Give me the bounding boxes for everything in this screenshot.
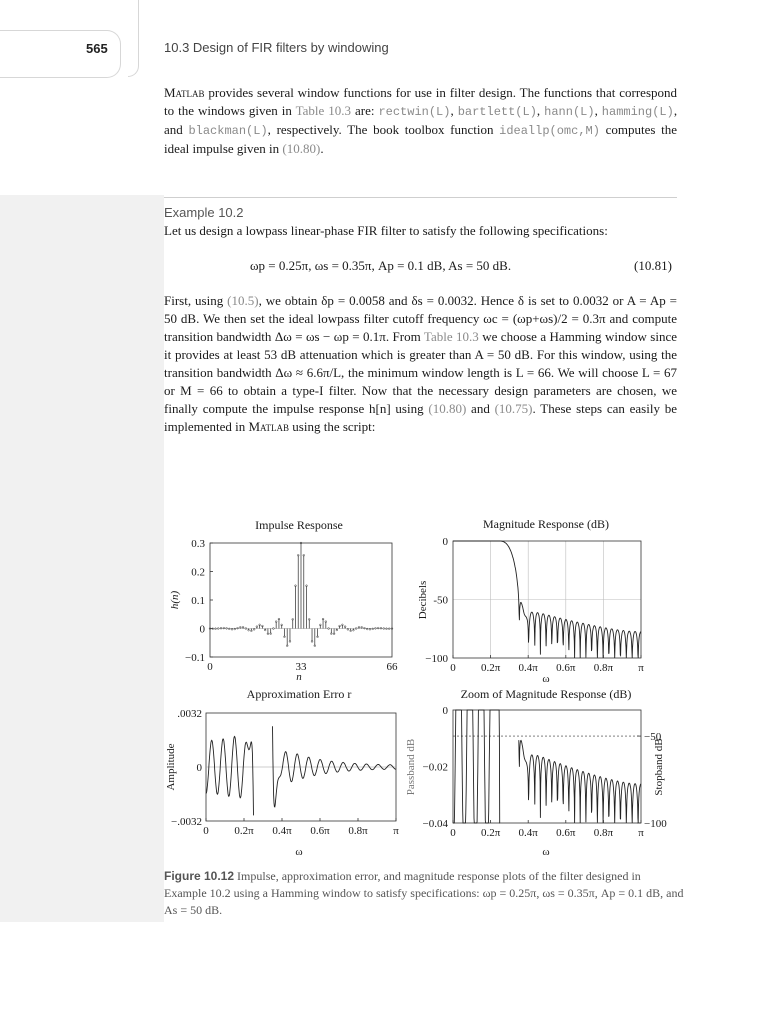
zoom-y2-tick-label: −100 [644, 818, 667, 830]
zoom-xlabel: ω [542, 846, 550, 858]
impulse-stem-marker [220, 627, 222, 629]
impulse-x-tick-label: 33 [295, 661, 307, 673]
impulse-y-tick-label: 0.3 [191, 538, 205, 550]
caption-text: Impulse, approximation error, and magnitude response plots of the filter designed in Example 10.2 using a Hamming window to satisfy specifications: ωp = 0.25π, ωs = 0.35π, Ap = 0.1 dB, and As = 50 dB. [164, 869, 684, 917]
magnitude-x-tick-label: π [638, 662, 644, 674]
example-divider [164, 197, 677, 198]
error-passband-curve [206, 736, 254, 815]
example-text: using the script: [289, 419, 376, 434]
zoom-magnitude-panel [405, 687, 667, 858]
example-text: and [466, 401, 495, 416]
impulse-y-tick-label: 0.1 [191, 595, 205, 607]
error-xlabel: ω [295, 846, 303, 858]
example-intro: Let us design a lowpass linear-phase FIR filter to satisfy the following specifications: [164, 223, 608, 238]
magnitude-x-tick-label: 0 [450, 662, 456, 674]
example-body [164, 292, 677, 436]
impulse-response-panel [169, 518, 398, 683]
error-x-tick-label: 0.2π [234, 825, 254, 837]
error-y-tick-label: 0 [196, 762, 202, 774]
page-corner-decoration [128, 0, 139, 77]
code-ideallp: ideallp(omc,M) [499, 124, 600, 138]
magnitude-title: Magnitude Response (dB) [483, 517, 609, 531]
figure-label: Figure 10.12 [164, 869, 235, 883]
error-stopband-curve [273, 726, 397, 807]
error-x-tick-label: π [393, 825, 399, 837]
equation-number: (10.81) [634, 258, 672, 273]
page-number: 565 [86, 41, 108, 56]
zoom-y-tick-label: −0.04 [422, 818, 448, 830]
intro-text: are: [351, 103, 379, 118]
example-margin-band [0, 195, 164, 922]
code-hamming: hamming(L) [601, 105, 674, 119]
intro-text: provides several window functions for use in filter design. The functions that correspond to the windows given in [164, 85, 678, 118]
zoom-x-tick-label: 0.6π [556, 827, 576, 839]
table-link[interactable]: Table 10.3 [295, 103, 351, 118]
impulse-y-tick-label: 0.2 [191, 566, 205, 579]
code-hann: hann(L) [544, 105, 595, 119]
example-title: Example 10.2 [164, 205, 244, 220]
zoom-y-tick-label: −0.02 [422, 761, 448, 774]
error-x-tick-label: 0.6π [310, 825, 330, 837]
matlab-word: Matlab [248, 419, 290, 434]
example-text: First, using [164, 293, 228, 308]
impulse-stem-marker [237, 627, 239, 629]
impulse-x-tick-label: 66 [386, 661, 398, 673]
zoom-x-tick-label: 0.2π [480, 827, 501, 839]
impulse-title: Impulse Response [255, 518, 343, 532]
magnitude-x-tick-label: 0.6π [556, 662, 576, 674]
error-plot-area [171, 708, 399, 837]
magnitude-response-panel [417, 517, 644, 685]
impulse-xlabel: n [296, 671, 302, 683]
example-text: we choose a Hamming window since it provides at least 53 dB attenuation which is greater than A = 50 dB. For this window, using the transition bandwidth Δω ≈ 6.6π/L, the minimum window length is L = 66. We will choose L = 67 or M = 66 to obtain a type-I filter. Now that the necessary design parameters are chosen, we finally compute the impulse response h[n] using [164, 329, 677, 416]
zoom-stopband-curve [519, 740, 641, 823]
figure-caption [164, 868, 684, 919]
error-title: Approximation Erro r [246, 687, 352, 701]
intro-paragraph: Matlab provides several window functions for use in filter design. The functions that correspond to the windows given in Table 10.3 are: rectwin(L), bartlett(L), hann(L), hamming(L), and blackman(L), respectively. The book toolbox function ideallp(omc,M) computes the ideal impulse given in (10.80). [164, 85, 678, 156]
magnitude-y-tick-label: -50 [433, 594, 448, 607]
magnitude-y-tick-label: −100 [425, 653, 448, 665]
matlab-word: Matlab [164, 85, 205, 100]
magnitude-x-tick-label: 0.2π [480, 662, 501, 674]
zoom-x-tick-label: 0.8π [593, 827, 614, 839]
zoom-ylabel: Passband dB [405, 738, 417, 796]
zoom-plot-area [423, 705, 668, 839]
intro-text: , respectively. The book toolbox function [267, 122, 500, 137]
example-text: . These steps can easily be implemented in [164, 401, 677, 434]
magnitude-x-tick-label: 0.8π [593, 662, 614, 674]
impulse-plot-area [185, 538, 398, 673]
zoom-y2label: Stopband dB [653, 738, 665, 796]
code-bartlett: bartlett(L) [457, 105, 537, 119]
impulse-stem-marker [380, 627, 382, 629]
equation-link[interactable]: (10.80) [428, 401, 467, 416]
zoom-y-tick-label: 0 [442, 705, 448, 717]
zoom-passband-curve [453, 710, 500, 823]
intro-text: , and [164, 103, 678, 137]
magnitude-y-tick-label: 0 [442, 536, 448, 548]
zoom-x-tick-label: 0 [450, 827, 456, 839]
magnitude-ylabel: Decibels [417, 580, 429, 620]
intro-text: computes the ideal impulse given in [164, 122, 677, 156]
error-ylabel: Amplitude [165, 743, 177, 791]
running-head: 10.3 Design of FIR filters by windowing [164, 40, 389, 55]
impulse-x-tick-label: 0 [207, 661, 213, 673]
magnitude-x-tick-label: 0.4π [518, 662, 538, 674]
zoom-x-tick-label: 0.4π [518, 827, 538, 839]
code-blackman: blackman(L) [188, 124, 268, 138]
zoom-x-tick-label: π [638, 827, 644, 839]
intro-text: . [320, 141, 324, 156]
error-x-tick-label: 0.8π [348, 825, 368, 837]
error-x-tick-label: 0.4π [272, 825, 292, 837]
error-y-tick-label: −.0032 [171, 816, 202, 828]
magnitude-xlabel: ω [542, 673, 550, 685]
error-x-tick-label: 0 [203, 825, 209, 837]
impulse-ylabel: h(n) [169, 590, 181, 610]
figure-10-12 [160, 510, 670, 860]
equation-link[interactable]: (10.75) [494, 401, 533, 416]
equation-link[interactable]: (10.80) [282, 141, 321, 156]
error-y-tick-label: .0032 [177, 708, 202, 720]
impulse-stem-marker [364, 627, 366, 629]
approximation-error-panel [165, 687, 399, 858]
equation-link[interactable]: (10.5) [227, 293, 259, 308]
impulse-y-tick-label: −0.1 [185, 652, 205, 664]
spec-equation: ωp = 0.25π, ωs = 0.35π, Ap = 0.1 dB, As = 50 dB. [250, 258, 512, 273]
impulse-y-tick-label: 0 [199, 623, 205, 636]
zoom-y2-tick-label: −50 [644, 731, 662, 744]
code-rectwin: rectwin(L) [378, 105, 451, 119]
magnitude-plot-area [425, 536, 644, 674]
example-text: , we obtain δp = 0.0058 and δs = 0.0032. Hence δ is set to 0.0032 or A = Ap = 50 dB. We then set the ideal lowpass filter cutoff frequency ωc = (ωp+ωs)/2 = 0.3π and compute transition bandwidth Δω = ωs − ωp = 0.1π. From [164, 293, 678, 344]
table-link[interactable]: Table 10.3 [423, 329, 479, 344]
zoom-title: Zoom of Magnitude Response (dB) [460, 687, 632, 701]
